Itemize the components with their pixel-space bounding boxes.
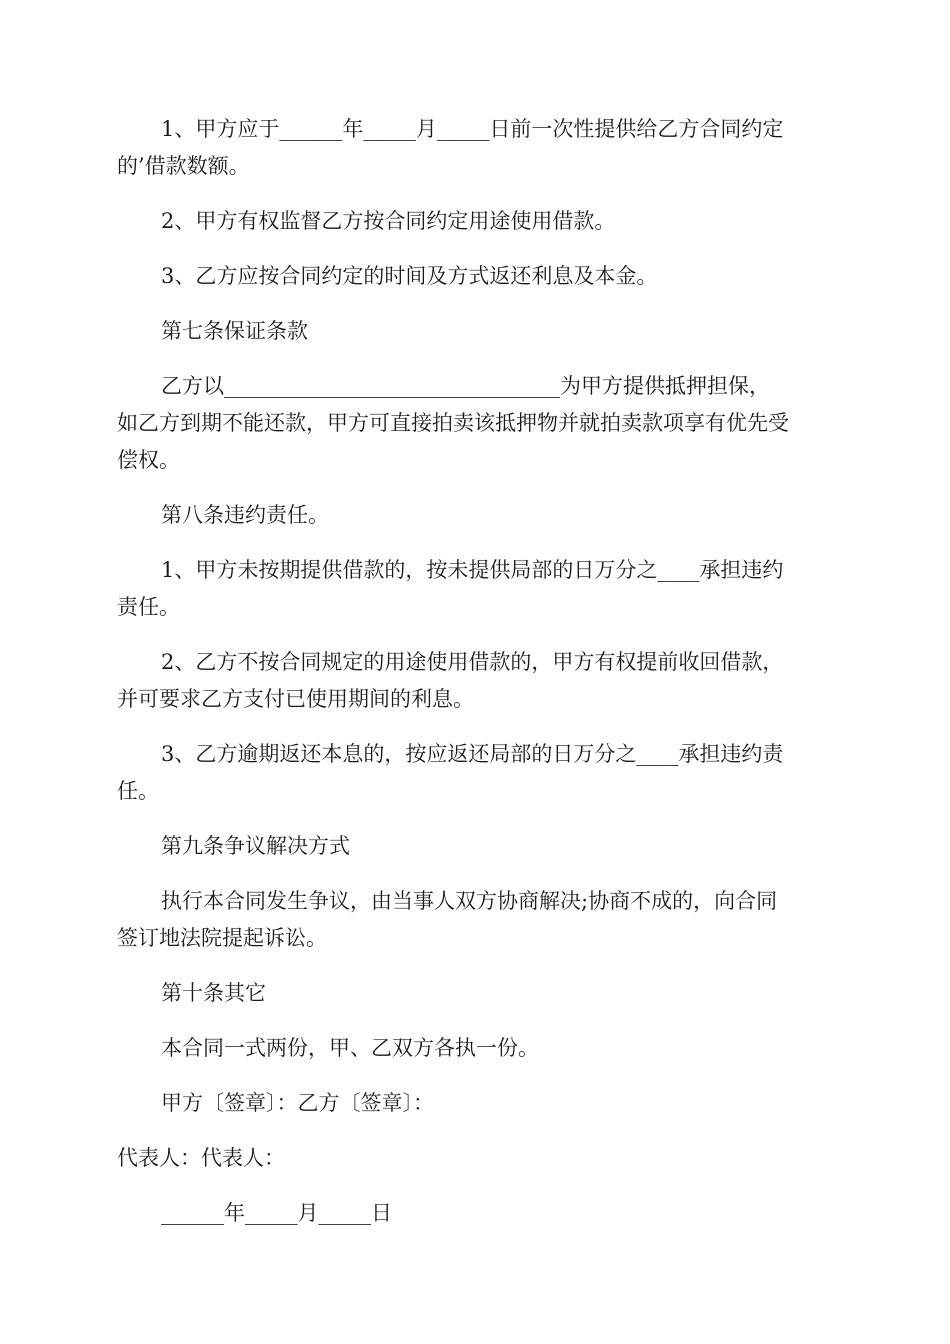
text-line: 的’借款数额。 <box>117 154 250 178</box>
dispute-resolution-clause <box>117 883 837 957</box>
text-line: 并可要求乙方支付已使用期间的利息。 <box>117 687 474 711</box>
article-8-heading: 第八条违约责任。 <box>161 503 329 527</box>
text-line: 乙方以________________________________为甲方提供抵押担保， <box>161 374 770 398</box>
clause-item-3-borrower-repay: 3、乙方应按合同约定的时间及方式返还利息及本金。 <box>161 264 658 288</box>
copies-clause: 本合同一式两份，甲、乙双方各执一份。 <box>161 1036 539 1060</box>
clause-item-1-lender-provide-loan <box>117 111 837 185</box>
representative-line: 代表人：代表人： <box>117 1146 285 1170</box>
text-line: 2、乙方不按合同规定的用途使用借款的，甲方有权提前收回借款， <box>161 650 784 674</box>
text-line: 偿权。 <box>117 448 180 472</box>
text-line: 责任。 <box>117 595 180 619</box>
breach-item-2 <box>117 644 837 718</box>
date-line: ______年_____月_____日 <box>161 1201 392 1225</box>
clause-item-2-lender-supervise: 2、甲方有权监督乙方按合同约定用途使用借款。 <box>161 209 616 233</box>
article-9-heading: 第九条争议解决方式 <box>161 834 350 858</box>
article-10-heading: 第十条其它 <box>161 981 266 1005</box>
breach-item-3 <box>117 736 837 810</box>
article-7-heading: 第七条保证条款 <box>161 319 308 343</box>
text-line: 执行本合同发生争议，由当事人双方协商解决;协商不成的，向合同 <box>161 889 778 913</box>
signature-line: 甲方〔签章〕：乙方〔签章〕： <box>161 1091 434 1115</box>
guarantee-clause <box>117 368 837 479</box>
text-line: 任。 <box>117 779 159 803</box>
text-line: 3、乙方逾期返还本息的，按应返还局部的日万分之____承担违约责 <box>161 742 784 766</box>
text-line: 如乙方到期不能还款，甲方可直接拍卖该抵押物并就拍卖款项享有优先受 <box>117 411 789 435</box>
breach-item-1 <box>117 552 837 626</box>
text-line: 签订地法院提起诉讼。 <box>117 926 327 950</box>
text-line: 1、甲方应于______年_____月_____日前一次性提供给乙方合同约定 <box>161 117 784 141</box>
text-line: 1、甲方未按期提供借款的，按未提供局部的日万分之____承担违约 <box>161 558 784 582</box>
